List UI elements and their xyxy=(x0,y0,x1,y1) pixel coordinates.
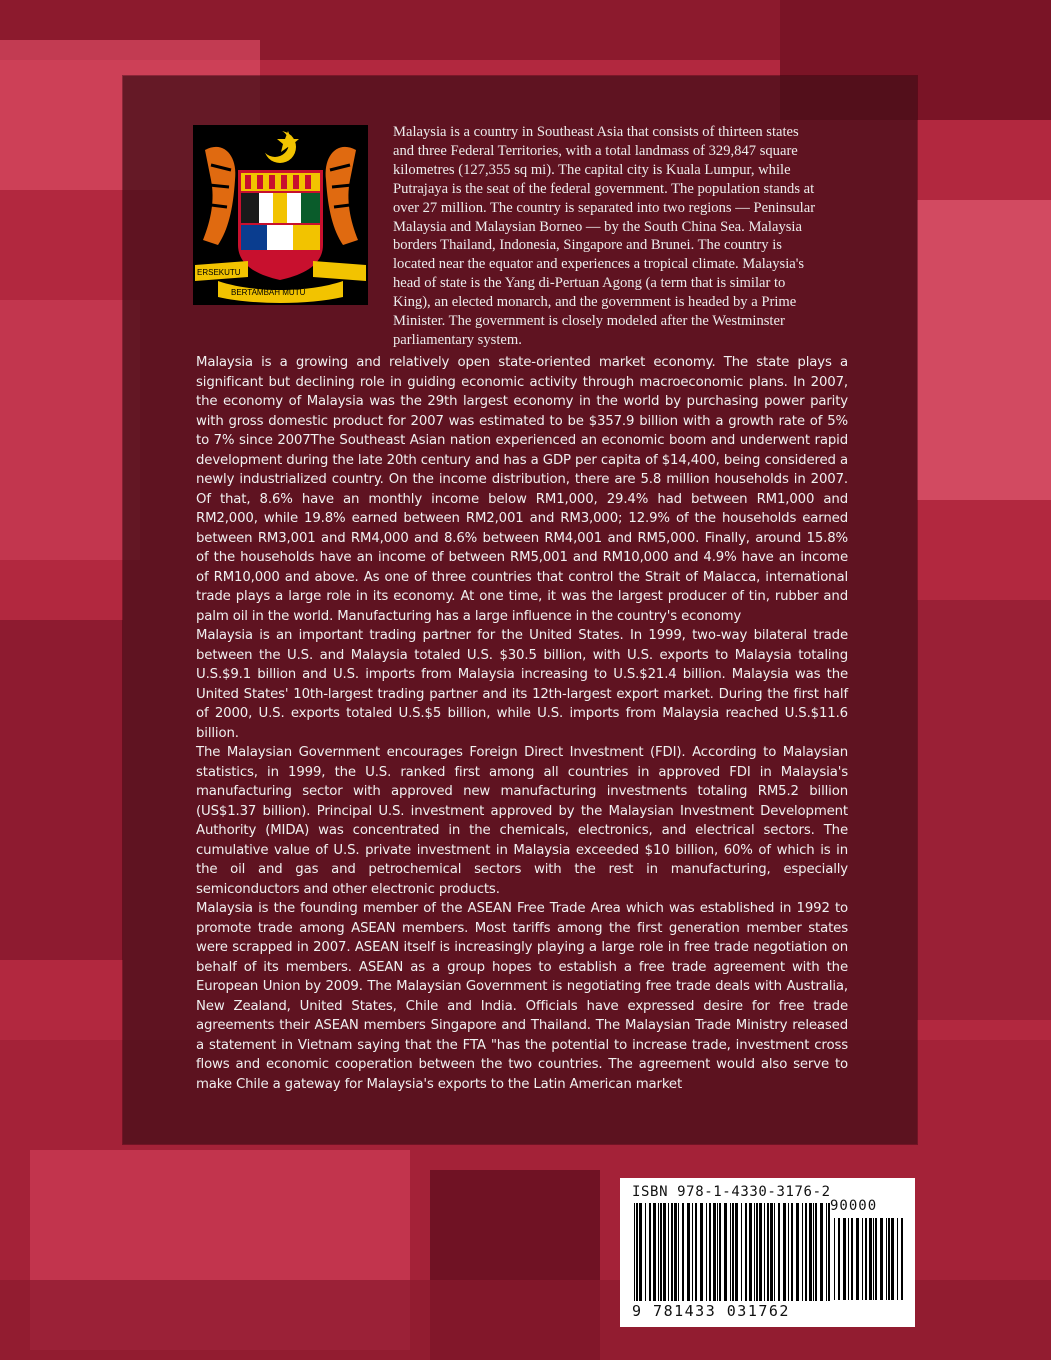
svg-text:BERTAMBAH MUTU: BERTAMBAH MUTU xyxy=(231,288,306,297)
paragraph-trade-partner: Malaysia is an important trading partner for the United States. In 1999, two-way bilateral trade between the U.S. and Malaysia totaled U.S. $30.5 billion, with U.S. exports to Malaysia totaling U.S.$9.1 billion and U.S. imports from Malaysia increasing to U.S.$21.4 billion. Malaysia was the United States' 10th-largest trading partner and its 12th-largest export market. During the first half of 2000, U.S. exports totaled U.S.$5 billion, while U.S. imports from Malaysia reached U.S.$11.6 billion. xyxy=(196,628,848,741)
article-body xyxy=(196,353,848,1094)
intro-paragraph: Malaysia is a country in Southeast Asia that consists of thirteen states and three Federal Territories, with a total landmass of 329,847 square kilometres (127,355 sq mi). The capital city is Kuala Lumpur, while Putrajaya is the seat of the federal government. The population stands at over 27 million. The country is separated into two regions — Peninsular Malaysia and Malaysian Borneo — by the South China Sea. Malaysia borders Thailand, Indonesia, Singapore and Brunei. The country is located near the equator and experiences a tropical climate. Malaysia's head of state is the Yang di-Pertuan Agong (a term that is similar to King), an elected monarch, and the government is headed by a Prime Minister. The government is closely modeled after the Westminster parliamentary system. xyxy=(393,124,816,348)
isbn-barcode xyxy=(620,1178,915,1327)
paragraph-asean: Malaysia is the founding member of the ASEAN Free Trade Area which was established in 1992 to promote trade among ASEAN members. Most tariffs among the first generation member states were scrapped in 2007. ASEAN itself is increasingly playing a large role in free trade negotiation on behalf of its members. ASEAN as a group hopes to establish a free trade agreement with the European Union by 2009. The Malaysian Government is negotiating free trade deals with Australia, New Zealand, United States, Chile and India. Officials have expressed desire for free trade agreements their ASEAN members Singapore and Thailand. The Malaysian Trade Ministry released a statement in Vietnam saying that the FTA "has the potential to increase trade, investment cross flows and economic cooperation between the two countries. The agreement would also serve to make Chile a gateway for Malaysia's exports to the Latin American market xyxy=(196,901,848,1092)
barcode-bars xyxy=(634,1203,834,1301)
coat-of-arms-emblem xyxy=(193,125,368,305)
isbn-digits: 9 781433 031762 xyxy=(632,1302,790,1320)
price-code: 90000 xyxy=(830,1198,878,1214)
isbn-label: ISBN 978-1-4330-3176-2 xyxy=(632,1184,831,1200)
price-barcode-bars xyxy=(834,1218,906,1300)
paragraph-economy: Malaysia is a growing and relatively open state-oriented market economy. The state plays a significant but declining role in guiding economic activity through macroeconomic plans. In 2007, the economy of Malaysia was the 29th largest economy in the world by purchasing power parity with gross domestic product for 2007 was estimated to be $357.9 billion with a growth rate of 5% to 7% since 2007The Southeast Asian nation experienced an economic boom and underwent rapid development during the late 20th century and has a GDP per capita of $14,400, being considered a newly industrialized country. On the income distribution, there are 5.8 million households in 2007. Of that, 8.6% have an monthly income below RM1,000, 29.4% had between RM1,000 and RM2,000, while 19.8% earned between RM2,001 and RM3,000; 12.9% of the households earned between RM3,001 and RM4,000 and 8.6% between RM4,001 and RM5,000. Finally, around 15.8% of the households have an income of between RM5,001 and RM10,000 and 4.9% have an income of RM10,000 and above. As one of three countries that control the Strait of Malacca, international trade plays a large role in its economy. At one time, it was the largest producer of tin, rubber and palm oil in the world. Manufacturing has a large influence in the country's economy xyxy=(196,355,848,624)
svg-text:ERSEKUTU: ERSEKUTU xyxy=(197,268,241,277)
paragraph-fdi: The Malaysian Government encourages Foreign Direct Investment (FDI). According to Malaysian statistics, in 1999, the U.S. ranked first among all countries in approved FDI in Malaysia's manufacturing sector with approved new manufacturing investments totaling RM5.2 billion (US$1.37 billion). Principal U.S. investment approved by the Malaysian Investment Development Authority (MIDA) was concentrated in the chemicals, electronics, and electrical sectors. The cumulative value of U.S. private investment in Malaysia exceeded $10 billion, 60% of which is in the oil and gas and petrochemical sectors with the rest in manufacturing, especially semiconductors and other electronic products. xyxy=(196,745,848,897)
